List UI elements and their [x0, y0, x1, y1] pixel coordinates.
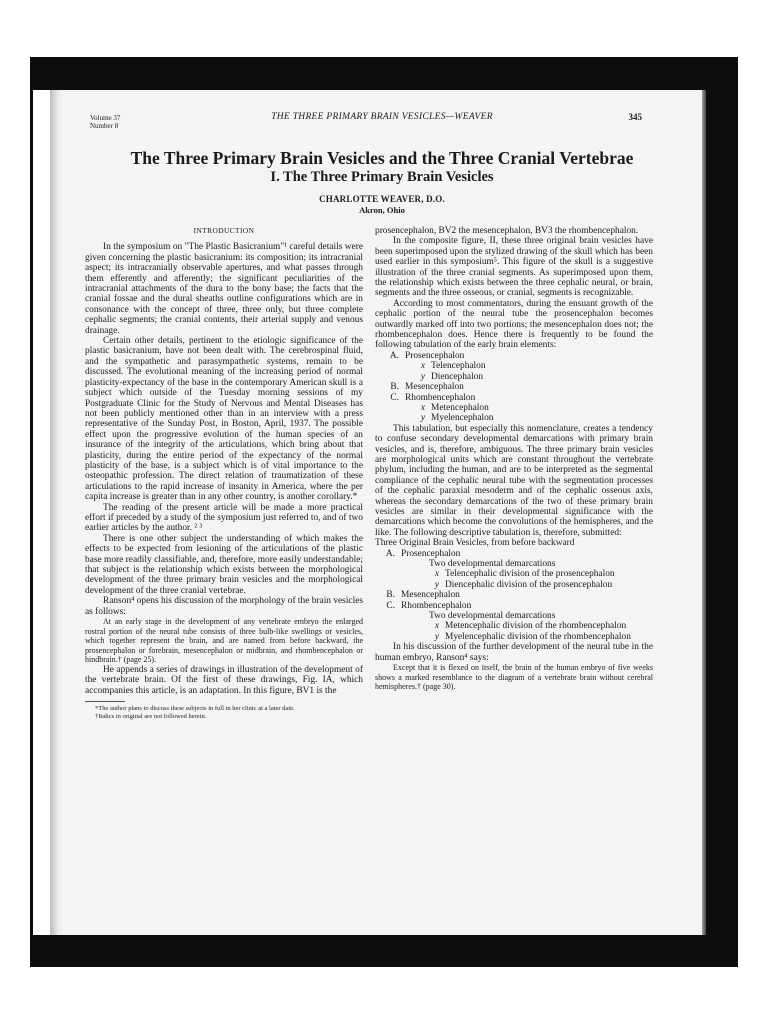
list-marker: x: [420, 402, 425, 413]
paragraph: In his discussion of the further development of the neural tube in the human embryo, Ranson⁴ says:: [375, 642, 653, 663]
list-marker: C.: [386, 600, 395, 611]
list-marker: A.: [385, 548, 395, 559]
list-item-text: Metencephalic division of the rhombencephalon: [445, 621, 627, 632]
paragraph: In the composite figure, II, these three original brain vesicles have been superimposed upon the stylized drawing of the skull which has been used earlier in this symposium⁵. This figure of the skull is a suggestive illustration of the three cranial segments. As superimposed upon them, the relationship which exists between the three cephalic neural, or brain, segments and the three osseous, or cranial, segments is recognizable.: [375, 236, 653, 299]
left-column: [85, 226, 363, 720]
margin-mark: ˴: [724, 775, 728, 786]
list-item-text: Metencephalon: [431, 402, 489, 413]
list-item-text: Two developmental demarcations: [429, 559, 556, 569]
list-item: [375, 403, 653, 413]
list-item-text: Diencephalon: [431, 371, 484, 382]
list-item: [375, 351, 653, 361]
list-item: [375, 559, 653, 569]
list-item-text: Mesencephalon: [405, 382, 464, 393]
list-item: [375, 549, 653, 559]
paragraph: The reading of the present article will be made a more practical effort if preceded by a study of the symposium just referred to, and of two earlier articles by the author. ² ³: [85, 502, 363, 534]
list-item: [375, 413, 653, 423]
list-item-text: Myelencephalic division of the rhombencephalon: [445, 631, 631, 642]
list-marker: B.: [386, 590, 395, 601]
author-location: Akron, Ohio: [359, 205, 405, 215]
quote-text: At an early stage in the development of any vertebrate embryo the enlarged rostral portion of the neural tube consists of three bulb-like swellings or vesicles, which together represent the brain, and are named from before backward, the prosencephalon or forebrain, mesencephalon or midbrain, and rhombencephalon or hindbrain.† (page 25).: [85, 617, 363, 665]
list-item: [375, 393, 653, 403]
section-heading: INTRODUCTION: [193, 226, 255, 235]
list-marker: A.: [389, 350, 399, 361]
list-marker: C.: [390, 392, 399, 403]
paragraph: This tabulation, but especially this nomenclature, creates a tendency to confuse secondary developmental demarcations with primary brain vesicles, and is, therefore, ambiguous. The three primary brain vesicles are morphological units which are constant throughout the vertebrate phylum, including the human, and are to be interpreted as the segmental compliance of the cephalic neural tube with the segmentation processes of the cephalic paraxial mesoderm and of the cephalic osseous axis, whereas the secondary demarcations of the two of these primary brain vesicles are similar in their developmental significance with the demarcations which become the convolutions of the hemispheres, and the like. The following descriptive tabulation is, therefore, submitted:: [375, 423, 653, 538]
brain-elements-list: [375, 351, 653, 424]
running-title: THE THREE PRIMARY BRAIN VESICLES—WEAVER: [271, 112, 493, 122]
list-item-text: Rhombencephalon: [401, 600, 472, 611]
list-marker: y: [434, 631, 439, 642]
list-item: [375, 590, 653, 600]
number-label: Number 8: [90, 122, 119, 130]
list-marker: x: [434, 569, 439, 580]
list-marker: y: [420, 371, 425, 382]
list-item-text: Mesencephalon: [401, 590, 460, 601]
list-item-text: Two developmental demarcations: [429, 611, 556, 622]
author-name: CHARLOTTE WEAVER, D.O.: [319, 194, 445, 204]
list-item: [375, 361, 653, 371]
list-marker: x: [420, 361, 425, 372]
paragraph: He appends a series of drawings in illustration of the development of the vertebrate brain. Of the first of these drawings, Fig. IA, which accompanies this article, is an adaptation. In this figure, BV1 is the: [85, 665, 363, 696]
right-column: [375, 226, 653, 692]
footnote: *The author plans to discuss these subjects in full in her clinic at a later date.: [95, 705, 295, 713]
footnote-rule: [85, 701, 125, 702]
article-title: The Three Primary Brain Vesicles and the Three Cranial Vertebrae: [130, 148, 634, 168]
paragraph: There is one other subject the understanding of which makes the effects to be expected from lesioning of the articulations of the plastic base more readily classifiable, and, therefore, more easily understandable; that subject is the relationship which exists between the morphological development of the three primary brain vesicles and the morphological development of the three cranial vertebrae.: [85, 533, 363, 596]
list-marker: y: [420, 413, 425, 424]
list-item: [375, 580, 653, 590]
list-item: [375, 569, 653, 579]
list-marker: B.: [390, 382, 399, 393]
list-item: [375, 621, 653, 631]
block-quote: [85, 617, 363, 665]
running-head: [62, 112, 702, 142]
article-subtitle: I. The Three Primary Brain Vesicles: [270, 169, 494, 185]
paragraph: prosencephalon, BV2 the mesencephalon, BV3 the rhombencephalon.: [375, 226, 639, 236]
footnote: †Italics in original are not followed herein.: [95, 712, 207, 720]
block-quote: [375, 663, 653, 692]
quote-text: Except that it is flexed on itself, the brain of the human embryo of five weeks shows a marked resemblance to the diagram of a vertebrate brain without cerebral hemispheres.† (page 30).: [375, 663, 653, 692]
list-item-text: Diencephalic division of the prosencephalon: [445, 579, 613, 590]
list-item: [375, 372, 653, 382]
page-number: 345: [628, 112, 642, 122]
list-item-text: Myelencephalon: [431, 413, 494, 424]
list-item: [375, 611, 653, 621]
table-title: Three Original Brain Vesicles, from before backward: [375, 538, 575, 549]
volume-label: Volume 37: [90, 114, 121, 122]
paragraph: According to most commentators, during the ensuant growth of the cephalic portion of the neural tube the prosencephalon becomes outwardly marked off into two portions; the mesencephalon does not; the rhombencephalon does. Hence there is frequently to be found the following tabulation of the early brain elements:: [375, 298, 653, 351]
paragraph: Ranson⁴ opens his discussion of the morphology of the brain vesicles as follows:: [85, 596, 364, 617]
list-item-text: Rhombencephalon: [405, 392, 476, 403]
paragraph: Certain other details, pertinent to the etiologic significance of the plastic basicranium, have not been dealt with. The cerebrospinal fluid, and the sympathetic and parasympathetic systems, remain to be discussed. The evolutional meaning of the increasing period of normal plasticity-expectancy of the base in the contemporary American skull is a subject which outside of the Tuesday morning sessions of my Postgraduate Clinic for the Study of Nervous and Mental Diseases has not been publicly mentioned other than in an interview with a press representative of the Sunday Post, in Boston, April, 1937. The possible effect upon the progressive evolution of the human species of an insurance of the integrity of the articulations, which bring about that plasticity, during the entire period of the expectancy of the normal plasticity of the base, is a subject which is of vital importance to the osteopathic profession. The direct relation of traumatization of these articulations to the rapid increase of insanity in America, where the per capita increase is greater than in any other country, is another corollary.*: [85, 336, 363, 503]
list-marker: x: [434, 621, 439, 632]
list-item: [375, 601, 653, 611]
list-item: [375, 632, 653, 642]
paragraph: In the symposium on "The Plastic Basicranium"¹ careful details were given concerning the plastic basicranium: its composition; its intracranial aspect; its intracranially observable apertures, and what passes through them efferently and afferently; the significant peculiarities of the intracranial attachments of the dura to the bony base; the facts that the cranial fossae and the dural sheaths outline configurations which are in consonance with the concept of three, three only, but three complete cephalic segments; the cranial contents, their arterial supply and venous drainage.: [85, 242, 363, 336]
journal-page: [62, 90, 728, 935]
list-item-text: Telencephalic division of the prosencephalon: [445, 569, 615, 580]
list-item-text: Prosencephalon: [405, 350, 465, 361]
list-item: [375, 382, 653, 392]
list-item-text: Prosencephalon: [401, 548, 461, 559]
brain-vesicles-table: [375, 549, 653, 643]
list-item-text: Telencephalon: [431, 361, 486, 372]
list-marker: y: [434, 579, 439, 590]
